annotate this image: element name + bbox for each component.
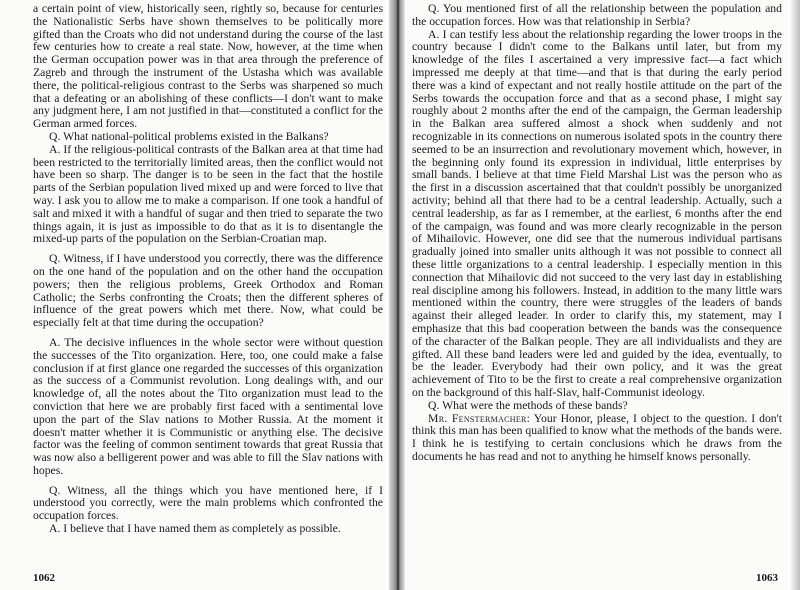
answer: A. The decisive influences in the whole sector were without question the successes of the Tito organization. Here, too, one could make a false conclusion if at first glance one regarded the successes of this organization as the success of a Communist revolution. Long dealings with, and our knowledge of, all the notes about the Tito organization must lead to the conviction that here we are probably first faced with a sentimental love upon the part of the Slav nations to Mother Russia. At the moment it doesn't matter whether it is Communistic or anything else. The decisive factor was the feeling of common sentiment towards that great Russia that was now also a belligerent power and was able to fill the Slav nations with hopes. <box>33 335 383 477</box>
question: Q. What national-political problems existed in the Balkans? <box>49 129 329 143</box>
question: Q. You mentioned first of all the relationship between the population and the occupation forces. How was that relationship in Serbia? <box>412 2 782 28</box>
paragraph: a certain point of view, historically seen, rightly so, because for centuries the Nationalistic Serbs have shown themselves to be politically more gifted than the Croats who did not understand during the course of the last few centuries how to create a real state. Now, however, at the time when the German occupation power was in that area through the preference of Zagreb and through the instrument of the Ustasha which was available there, the political-religious contrast to the Serbs was sharpened so much that a defeating or an abolishing of these conflicts—I don't want to make any judgment here, I am not justified in that—constituted a conflict for the German armed forces. <box>33 2 383 131</box>
page-number: 1062 <box>33 572 55 584</box>
question: Q. What were the methods of these bands? <box>428 398 628 412</box>
page-number: 1063 <box>756 572 778 584</box>
right-page <box>402 0 800 590</box>
answer: A. If the religious-political contrasts of the Balkan area at that time had been restricted to the territorially limited areas, then the conflict would not have been so sharp. The danger is to be seen in the fact that the hostile parts of the Serbian population lived mixed up and were forced to live that way. I ask you to allow me to make a comparison. If one took a handful of salt and mixed it with a handful of sugar and then tried to separate the two things again, it is just as impossible to do that as it is to disentangle the mixed-up parts of the population on the Serbian-Croatian map. <box>33 142 383 246</box>
objection-text: Your Honor, please, I object to the question. I don't think this man has been qualified to know what the methods of the bands were. I think he is testifying to certain conclusions which he draws from the documents he has read and not to anything he himself knows personally. <box>412 411 782 463</box>
question: Q. Witness, if I have understood you correctly, there was the difference on the one hand of the population and on the other hand the occupation powers; then the religious problems, Greek Orthodox and Roman Catholic; the Serbs confronting the Croats; then the different spheres of influence of the great powers which met there. Now, what could be especially felt at that time during the occupation? <box>33 252 383 330</box>
left-page <box>0 0 395 590</box>
objection <box>412 413 782 464</box>
right-page-text <box>412 3 782 464</box>
question: Q. Witness, all the things which you have mentioned here, if I understood you correctly, were the main problems which confronted the occupation forces. <box>33 483 383 523</box>
answer: A. I can testify less about the relationship regarding the lower troops in the country because I didn't come to the Balkans until later, but from my knowledge of the files I ascertained a very impressive fact—a fact which impressed me deeply at that time—and that is that during the early period there was a kind of expectant and not really hostile attitude on the part of the Serbs towards the occupation force and that as a second phase, I might say roughly about 2 months after the end of the campaign, the German leadership in the Balkan area suffered almost a shock when suddenly and not recognizable in its connections on numerous isolated spots in the country there seemed to be an insurrection and revolutionary movement which, however, in the beginning only found its expression in individual, little enterprises by small bands. I believe at that time Field Marshal List was the person who as the first in a discussion ascertained that that couldn't possibly be unorganized activity; behind all that there had to be a central leadership. Actually, such a central leadership, as far as I remember, at the earliest, 6 months after the end of the campaign, was found and was more clearly recognizable in the person of Mihailovic. However, one did see that the numerous individual partisans gradually joined into smaller units although it was not possible to connect all these little organizations to a central leadership. I especially mention in this connection that Mihailovic did not succeed to the very last day in establishing real discipline among his followers. Instead, in addition to the many little wars mentioned within the country, there were struggles of the leaders of bands against their alleged leader. In order to clarify this, my statement, may I emphasize that this bad cooperation between the bands was the consequence of the character of the Balkan people. They are all individualists and they are gifted. All these band leaders were led and guided by the idea, eventually, to be the leader. Everybody had their own policy, and it was the great achievement of Tito to be the first to create a real comprehensive organization on the background of this half-Slav, half-Communist ideology. <box>412 27 782 399</box>
page-edge-shadow <box>790 0 800 590</box>
speaker-name: Mr. Fenstermacher: <box>428 411 531 425</box>
left-page-text <box>33 3 383 536</box>
answer: A. I believe that I have named them as completely as possible. <box>49 522 341 536</box>
